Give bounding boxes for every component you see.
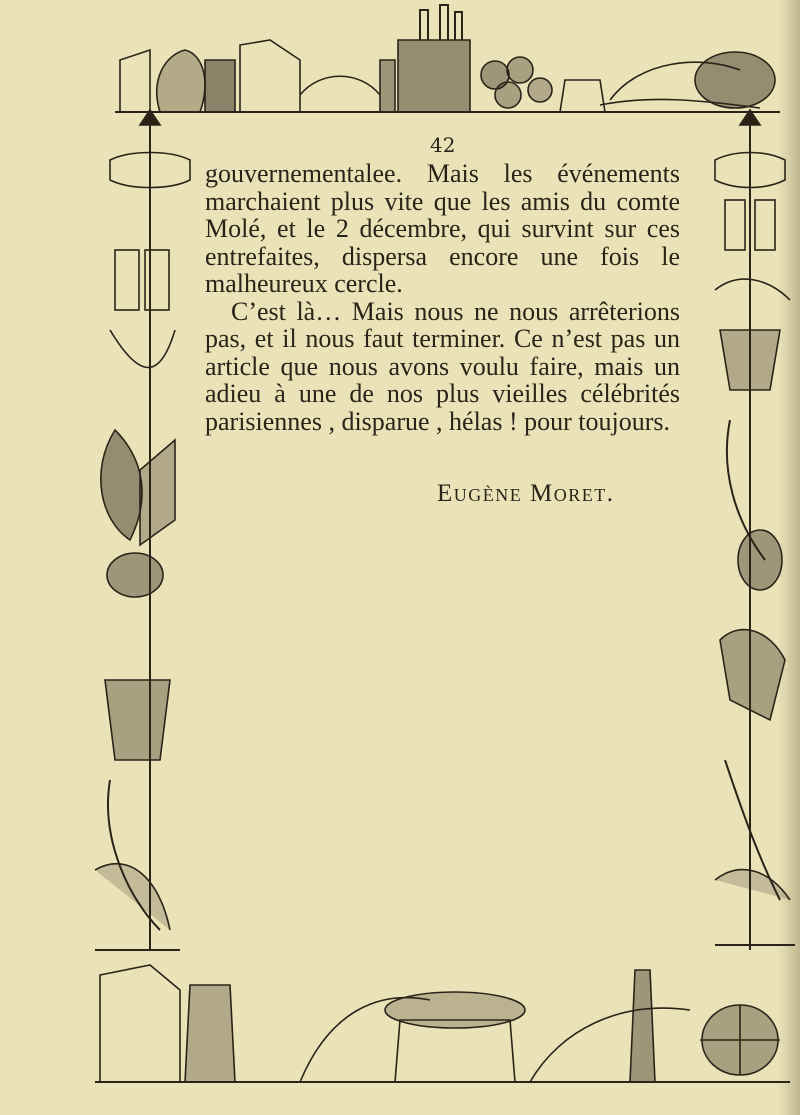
top-still-life-engraving bbox=[115, 5, 780, 112]
page-edge-shadow bbox=[778, 0, 800, 1115]
author-name: Eugène Moret. bbox=[437, 480, 615, 507]
page-number: 42 bbox=[430, 133, 456, 157]
bottom-scene-engraving bbox=[95, 965, 790, 1082]
author-signature bbox=[437, 480, 614, 508]
paragraph-2: C’est là… Mais nous ne nous arrêterions pas, et il nous faut terminer. Ce n’est pas un article que nous avons voulu faire, mais un adieu à une de nos plus vieilles célébrités parisiennes , disparue , hélas ! pour toujours. bbox=[205, 296, 680, 436]
left-column-engraving bbox=[95, 110, 190, 950]
body-text bbox=[205, 160, 680, 435]
paragraph-1: gouvernementalee. Mais les événements marchaient plus vite que les amis du comte Molé, et le 2 décembre, qui survint sur ces entrefaites, dispersa encore une fois le malheureux cercle. bbox=[205, 159, 680, 298]
